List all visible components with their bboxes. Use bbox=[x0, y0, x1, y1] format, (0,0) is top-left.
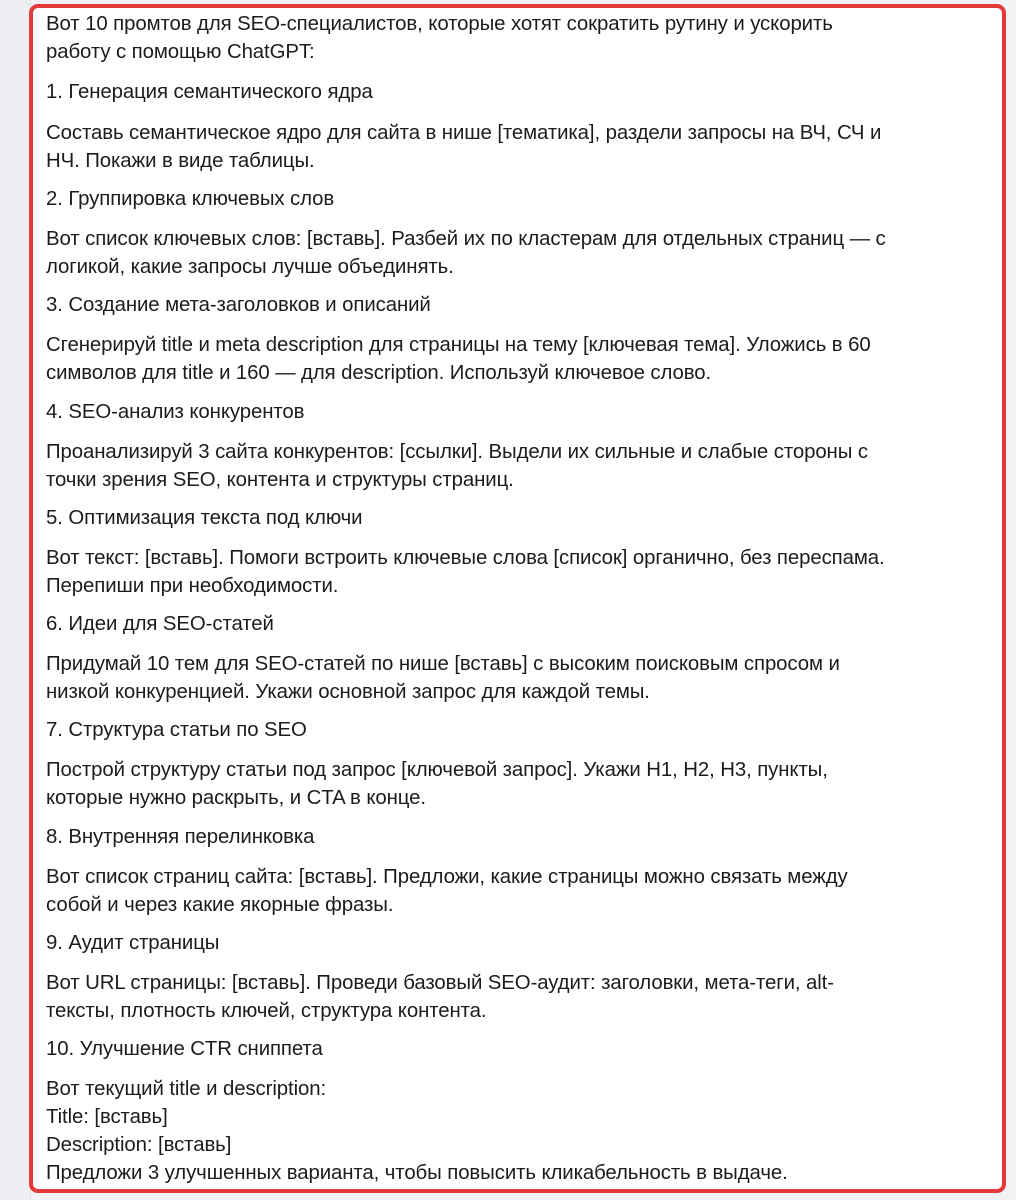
item-heading-1: 1. Генерация семантического ядра bbox=[46, 81, 373, 103]
item-body-line: Построй структуру статьи под запрос [ключевой запрос]. Укажи H1, H2, H3, пункты, bbox=[46, 759, 828, 781]
item-heading-10: 10. Улучшение CTR сниппета bbox=[46, 1038, 323, 1060]
item-body-line: Проанализируй 3 сайта конкурентов: [ссылки]. Выдели их сильные и слабые стороны с bbox=[46, 441, 868, 463]
item-heading-5: 5. Оптимизация текста под ключи bbox=[46, 507, 363, 529]
item-body-line: логикой, какие запросы лучше объединять. bbox=[46, 256, 454, 278]
item-body-line: НЧ. Покажи в виде таблицы. bbox=[46, 150, 315, 172]
item-body-line: Перепиши при необходимости. bbox=[46, 575, 339, 597]
item-body-line: тексты, плотность ключей, структура контента. bbox=[46, 1000, 487, 1022]
item-body-line: точки зрения SEO, контента и структуры страниц. bbox=[46, 469, 514, 491]
item-heading-7: 7. Структура статьи по SEO bbox=[46, 719, 307, 741]
intro-line: Вот 10 промтов для SEO-специалистов, которые хотят сократить рутину и ускорить bbox=[46, 13, 833, 35]
item-body-line: которые нужно раскрыть, и CTA в конце. bbox=[46, 787, 426, 809]
left-gutter bbox=[0, 0, 31, 1200]
item-body-line: Вот текущий title и description: bbox=[46, 1078, 327, 1100]
item-body-line: Вот текст: [вставь]. Помоги встроить ключевые слова [список] органично, без переспама. bbox=[46, 547, 885, 569]
item-heading-2: 2. Группировка ключевых слов bbox=[46, 188, 335, 210]
highlighted-message-box bbox=[29, 4, 1006, 1193]
intro-line: работу с помощью ChatGPT: bbox=[46, 41, 315, 63]
item-heading-6: 6. Идеи для SEO-статей bbox=[46, 613, 274, 635]
item-body-line: Вот список ключевых слов: [вставь]. Разбей их по кластерам для отдельных страниц — с bbox=[46, 228, 886, 250]
item-heading-4: 4. SEO-анализ конкурентов bbox=[46, 401, 305, 423]
item-body-line: Вот список страниц сайта: [вставь]. Предложи, какие страницы можно связать между bbox=[46, 866, 848, 888]
item-heading-3: 3. Создание мета-заголовков и описаний bbox=[46, 294, 431, 316]
item-body-line: Предложи 3 улучшенных варианта, чтобы повысить кликабельность в выдаче. bbox=[46, 1162, 788, 1184]
item-body-line: низкой конкуренцией. Укажи основной запрос для каждой темы. bbox=[46, 681, 650, 703]
item-body-line: Description: [вставь] bbox=[46, 1134, 232, 1156]
item-body-line: Придумай 10 тем для SEO-статей по нише [вставь] с высоким поисковым спросом и bbox=[46, 653, 840, 675]
item-body-line: Title: [вставь] bbox=[46, 1106, 168, 1128]
item-heading-9: 9. Аудит страницы bbox=[46, 932, 220, 954]
item-body-line: собой и через какие якорные фразы. bbox=[46, 894, 394, 916]
item-body-line: символов для title и 160 — для description. Используй ключевое слово. bbox=[46, 362, 712, 384]
item-body-line: Сгенерируй title и meta description для страницы на тему [ключевая тема]. Уложись в 60 bbox=[46, 334, 871, 356]
item-body-line: Составь семантическое ядро для сайта в нише [тематика], раздели запросы на ВЧ, СЧ и bbox=[46, 122, 882, 144]
item-heading-8: 8. Внутренняя перелинковка bbox=[46, 826, 315, 848]
item-body-line: Вот URL страницы: [вставь]. Проведи базовый SEO-аудит: заголовки, мета-теги, alt- bbox=[46, 972, 834, 994]
